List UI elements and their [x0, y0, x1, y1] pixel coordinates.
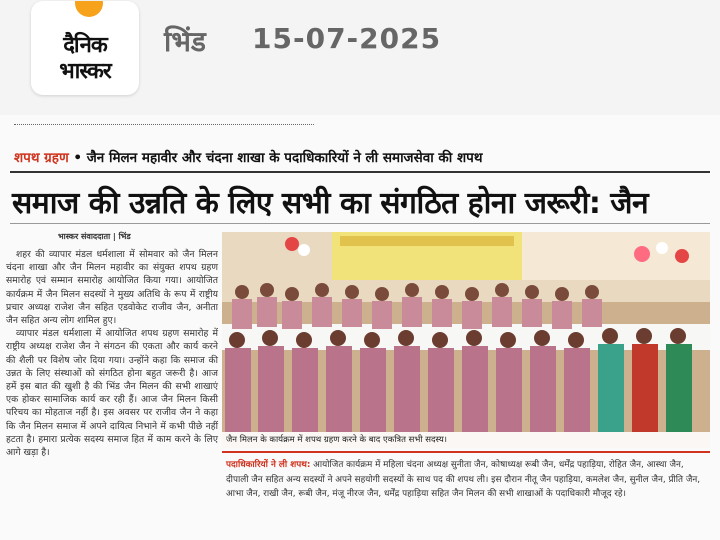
paragraph-1: शहर की व्यापार मंडल धर्मशाला में सोमवार को जैन मिलन चंदना शाखा और जैन मिलन महावीर का संयुक्त शपथ ग्रहण समारोह एवं सम्मान समारोह आयोजित किया गया। आयोजित कार्यक्रम में जैन मिलन सदस्यों ने मुख्य अतिथि के रूप में राष्ट्रीय प्रचार अध्यक्ष राजेश जैन सहित एडवोकेट राजीव जैन, अनीता जैन सहित अन्य लोग शामिल हुए। — [6, 249, 218, 327]
cut-off-previous-line — [14, 121, 334, 129]
officials-label: पदाधिकारियों ने ली शपथ: — [226, 460, 311, 470]
divider — [10, 223, 710, 224]
photo-caption: जैन मिलन के कार्यक्रम में शपथ ग्रहण करने के बाद एकत्रित सभी सदस्य। — [222, 432, 710, 448]
edition-date: 15-07-2025 — [252, 22, 442, 55]
sun-logo-icon — [75, 1, 103, 17]
article-kicker — [14, 148, 482, 166]
logo-line-1: दैनिक — [63, 33, 107, 58]
article-byline: भास्कर संवाददाता | भिंड — [58, 232, 131, 241]
kicker-label: शपथ ग्रहण — [14, 150, 69, 166]
paragraph-2: व्यापार मंडल धर्मशाला में आयोजित शपथ ग्रहण समारोह में राष्ट्रीय अध्यक्ष राजेश जैन ने संगठन की एकता और कार्य करने की शैली पर विशेष जोर दिया गया। उन्होंने कहा कि समाज की उन्नत के लिए संस्थाओं को संगठित होना बहुत जरूरी है। आज हमें इस बात की खुशी है की भिंड जैन मिलन की सभी शाखाएं एक होकर सामाजिक कार्य कर रही हैं। आज जैन मिलन किसी परिचय का मोहताज नहीं है। इस अवसर पर राजीव जैन ने कहा कि जैन मिलन समाज में अपने दायित्व निभाने में कभी पीछे नहीं हटता है। हमारा प्रत्येक सदस्य समाज हित में काम करने के लिए आगे खड़ा है। — [6, 328, 218, 459]
officials-box — [226, 458, 706, 502]
edition-city: भिंड — [164, 25, 206, 58]
accent-divider — [222, 451, 710, 453]
article-headline: समाज की उन्नति के लिए सभी का संगठित होना जरूरी: जैन — [12, 186, 649, 221]
logo-line-2: भास्कर — [59, 59, 111, 84]
officials-text: आयोजित कार्यक्रम में महिला चंदना अध्यक्ष सुनीता जैन, कोषाध्यक्ष रूबी जैन, धर्मेंद्र पहाड़िया, रोहित जैन, आस्था जैन, दीपाली जैन सहित अन्य सदस्यों ने अपने सहयोगी सदस्यों के साथ पद की शपथ ली। इस दौरान नीतू जैन पहाड़िया, कमलेश जैन, सुनील जैन, प्रीति जैन, आभा जैन, राखी जैन, रूबी जैन, मंजू नीरज जैन, धर्मेंद्र पहाड़िया सहित जैन मिलन की सभी शाखाओं के पदाधिकारी मौजूद रहे। — [226, 460, 701, 499]
group-photo-illustration — [222, 232, 710, 448]
app-header — [0, 0, 720, 95]
kicker-text: • जैन मिलन महावीर और चंदना शाखा के पदाधिकारियों ने ली समाजसेवा की शपथ — [73, 150, 483, 166]
group-photo — [222, 232, 710, 448]
divider — [10, 171, 710, 173]
dainik-bhaskar-logo[interactable] — [31, 1, 139, 95]
newspaper-clipping — [0, 115, 720, 540]
article-body — [6, 248, 218, 459]
